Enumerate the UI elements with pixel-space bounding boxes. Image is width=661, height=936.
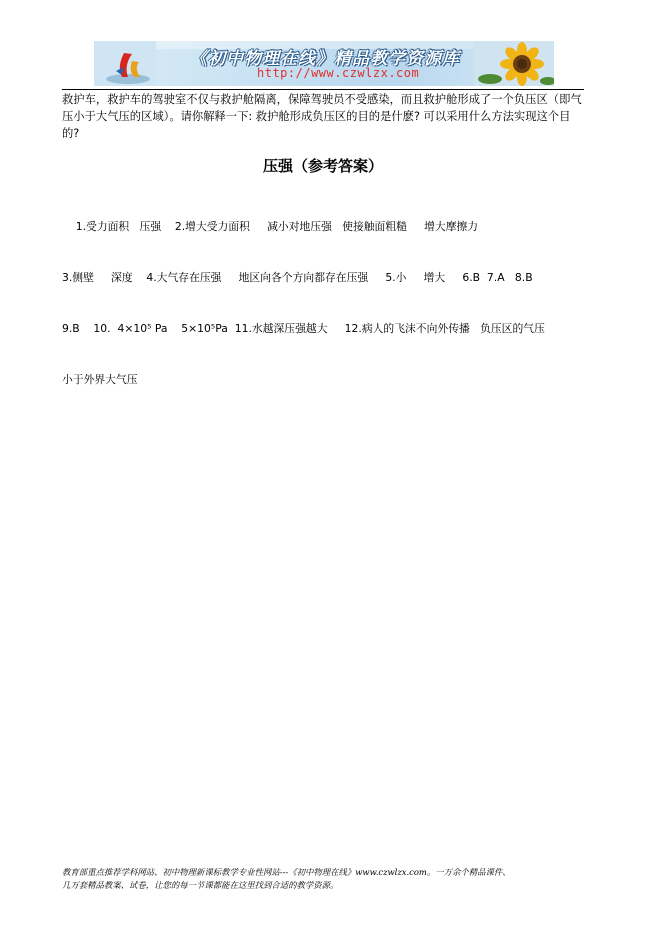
header-banner (94, 41, 554, 86)
answer-line: 9.B 10. 4×10⁵ Pa 5×10⁵Pa 11.水越深压强越大 12.病人的飞沫不向外传播 负压区的气压 (62, 322, 545, 335)
answer-line: 1.受力面积 压强 2.增大受力面积 减小对地压强 使接触面粗糙 增大摩擦力 (62, 220, 479, 233)
site-logo-icon (94, 41, 156, 86)
answer-heading: 压强（参考答案） (262, 157, 383, 175)
banner-title: 《初中物理在线》精品教学资源库 (190, 49, 460, 69)
sunflower-icon (474, 41, 554, 86)
answer-line: 小于外界大气压 (62, 373, 138, 386)
document-body (62, 91, 584, 422)
answer-list (62, 184, 584, 422)
page-footer (62, 866, 602, 892)
banner-url: http://www.czwlzx.com (257, 66, 420, 80)
answer-line: 3.侧壁 深度 4.大气存在压强 地区向各个方向都存在压强 5.小 增大 6.B 7.A 8.B (62, 271, 533, 284)
header-divider (62, 89, 584, 90)
question-paragraph: 救护车，救护车的驾驶室不仅与救护舱隔离，保障驾驶员不受感染，而且救护舱形成了一个负压区（即气压小于大气压的区域）。请你解释一下: 救护舱形成负压区的目的是什麽? 可以采用什么方法实现这个目的? (62, 93, 582, 140)
footer-line: 教育部重点推荐学科网站、初中物理新课标教学专业性网站---《初中物理在线》www.czwlzx.com。一万余个精品课件、 (62, 867, 511, 877)
footer-line: 几万套精品教案、试卷，让您的每一节课都能在这里找到合适的教学资源。 (62, 880, 339, 890)
